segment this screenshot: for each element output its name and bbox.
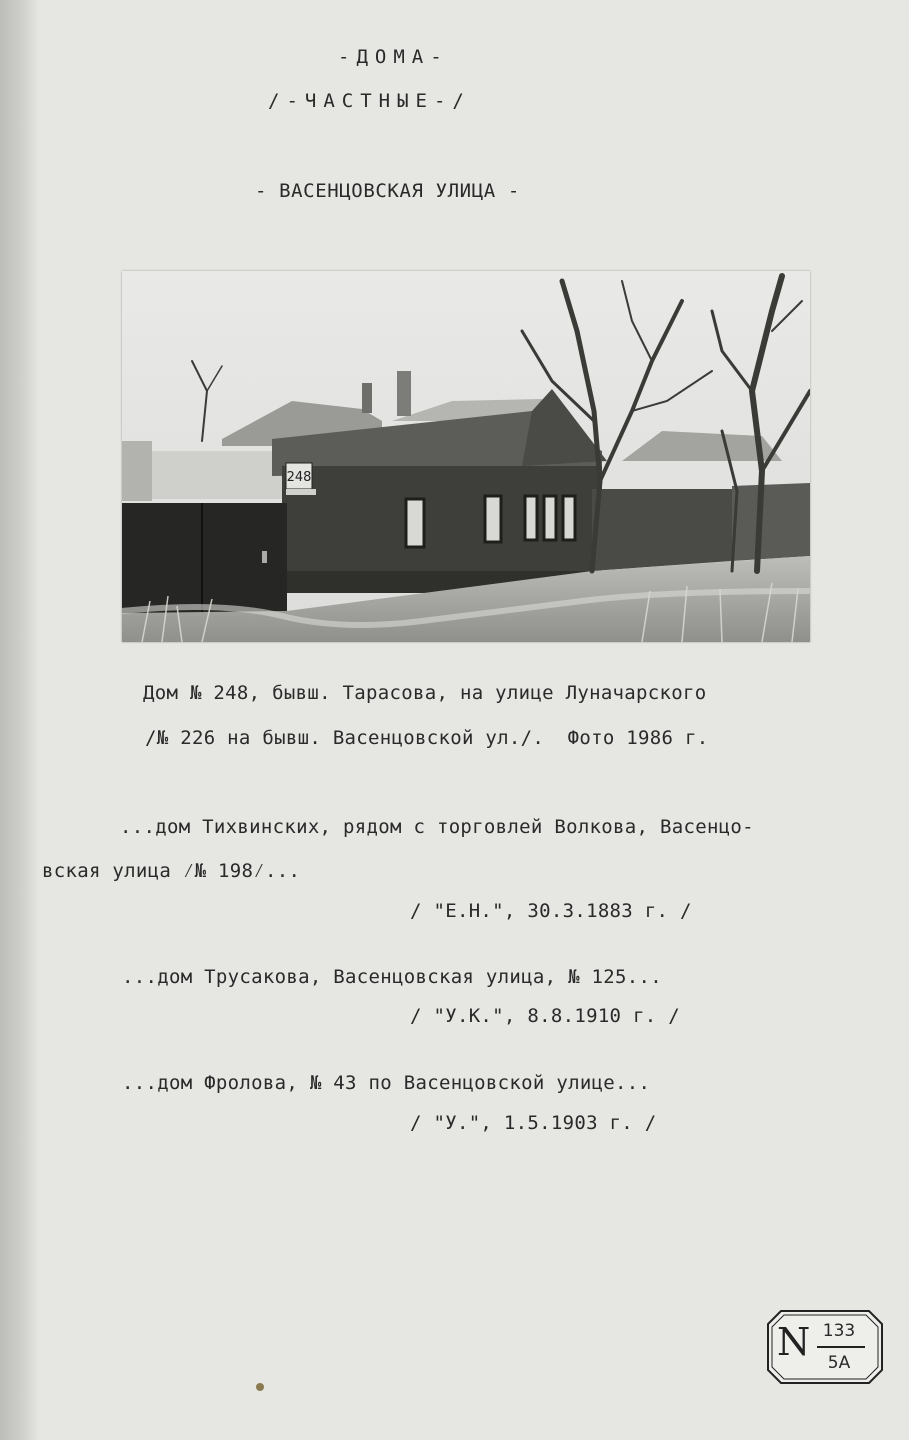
house-photo [122,271,810,642]
stamp-fraction-bar [817,1346,865,1348]
quote-2-source: / "У.К.", 8.8.1910 г. / [410,1005,680,1027]
page-subtitle: /-ЧАСТНЫЕ-/ [268,90,471,112]
quote-3-source: / "У.", 1.5.1903 г. / [410,1112,657,1134]
quote-1-source: / "Е.Н.", 30.3.1883 г. / [410,900,692,922]
photo-caption-line-1: Дом № 248, бывш. Тарасова, на улице Луначарского [143,682,707,704]
quote-3-line-1: ...дом Фролова, № 43 по Васенцовской улице... [122,1072,651,1094]
stamp-number: 133 [822,1321,856,1341]
quote-1-line-2: вская улица ⁄№ 198⁄... [42,860,301,882]
house-number-sign: 248 [286,470,312,485]
paper-spot [256,1383,264,1391]
photo-caption-line-2: /№ 226 на бывш. Васенцовской ул./. Фото 1986 г. [145,727,709,749]
stamp-number-sign: N [777,1320,811,1364]
quote-1-line-1: ...дом Тихвинских, рядом с торговлей Волкова, Васенцо- [120,816,754,838]
archive-stamp [767,1310,883,1384]
quote-2-line-1: ...дом Трусакова, Васенцовская улица, № 125... [122,966,662,988]
page-title: -ДОМА- [338,46,449,68]
stamp-sub: 5А [827,1353,851,1373]
page-binding-shadow [0,0,40,1440]
street-heading: - ВАСЕНЦОВСКАЯ УЛИЦА - [255,180,520,202]
